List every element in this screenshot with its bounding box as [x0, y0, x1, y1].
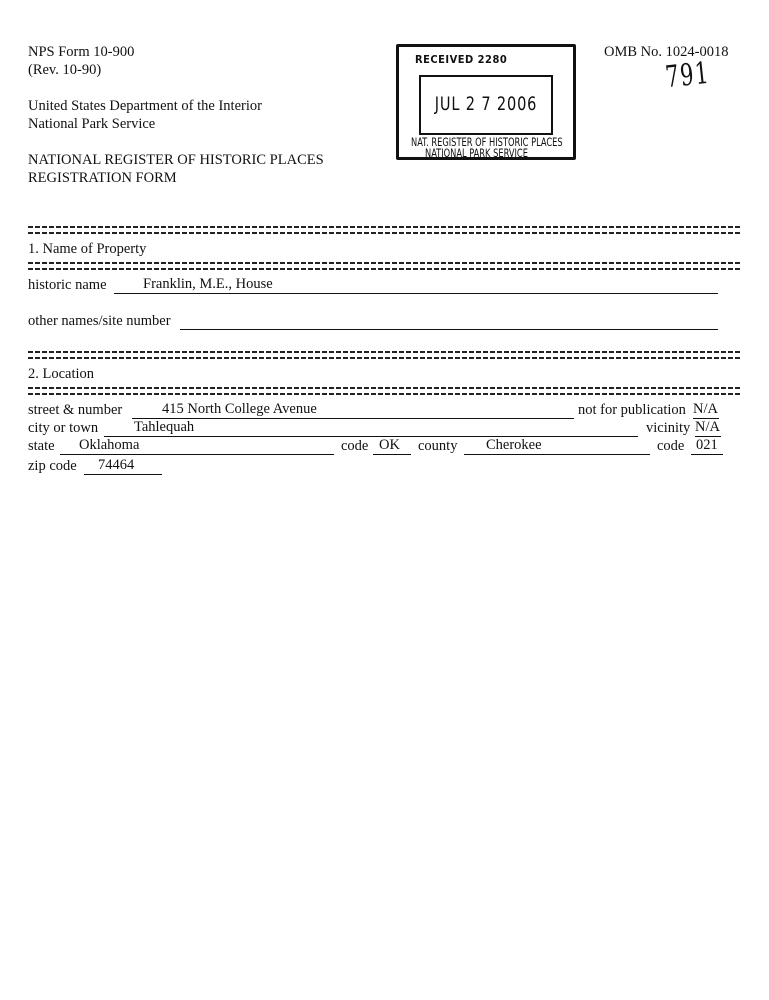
county-code-label: code — [657, 438, 685, 454]
historic-name-value: Franklin, M.E., House — [143, 276, 273, 292]
department-name: United States Department of the Interior — [28, 98, 262, 114]
section-divider — [28, 351, 740, 359]
county-label: county — [418, 438, 458, 454]
form-revision: (Rev. 10-90) — [28, 62, 102, 78]
county-value: Cherokee — [486, 437, 542, 453]
section-divider — [28, 262, 740, 270]
section-divider — [28, 226, 740, 234]
street-field[interactable] — [132, 401, 574, 419]
street-label: street & number — [28, 402, 123, 418]
state-label: state — [28, 438, 55, 454]
other-names-label: other names/site number — [28, 313, 171, 329]
service-name: National Park Service — [28, 116, 156, 132]
not-for-publication-value: N/A — [693, 401, 718, 417]
form-title-line2: REGISTRATION FORM — [28, 170, 177, 186]
form-number: NPS Form 10-900 — [28, 44, 135, 60]
stamp-line1: NAT. REGISTER OF HISTORIC PLACES — [411, 135, 563, 149]
state-code-value: OK — [379, 437, 400, 453]
not-for-publication-field[interactable] — [693, 401, 719, 419]
form-title-line1: NATIONAL REGISTER OF HISTORIC PLACES — [28, 152, 324, 168]
county-code-value: 021 — [696, 437, 718, 453]
vicinity-value: N/A — [695, 419, 720, 435]
stamp-line2: NATIONAL PARK SERVICE — [425, 146, 528, 160]
handwritten-number: 791 — [663, 55, 712, 96]
county-code-field[interactable] — [691, 437, 723, 455]
state-code-field[interactable] — [373, 437, 411, 455]
stamp-date: JUL 2 7 2006 — [434, 93, 538, 115]
county-field[interactable] — [464, 437, 650, 455]
zip-value: 74464 — [98, 457, 135, 473]
section-divider — [28, 387, 740, 395]
stamp-date-box — [419, 75, 553, 135]
city-field[interactable] — [104, 419, 638, 437]
other-names-field[interactable] — [180, 312, 718, 330]
zip-field[interactable] — [84, 457, 162, 475]
stamp-border — [396, 44, 576, 160]
not-for-publication-label: not for publication — [578, 402, 686, 418]
section1-heading: 1. Name of Property — [28, 241, 147, 257]
historic-name-field[interactable] — [114, 276, 718, 294]
omb-number: OMB No. 1024-0018 — [604, 44, 729, 60]
received-stamp — [392, 42, 578, 158]
vicinity-label: vicinity — [646, 420, 691, 436]
city-label: city or town — [28, 420, 99, 436]
city-value: Tahlequah — [134, 419, 195, 435]
state-code-label: code — [341, 438, 369, 454]
stamp-received: RECEIVED 2280 — [415, 53, 508, 66]
state-field[interactable] — [60, 437, 334, 455]
street-value: 415 North College Avenue — [162, 401, 317, 417]
historic-name-label: historic name — [28, 277, 107, 293]
section2-heading: 2. Location — [28, 366, 95, 382]
state-value: Oklahoma — [79, 437, 140, 453]
vicinity-field[interactable] — [695, 419, 721, 437]
zip-label: zip code — [28, 458, 77, 474]
